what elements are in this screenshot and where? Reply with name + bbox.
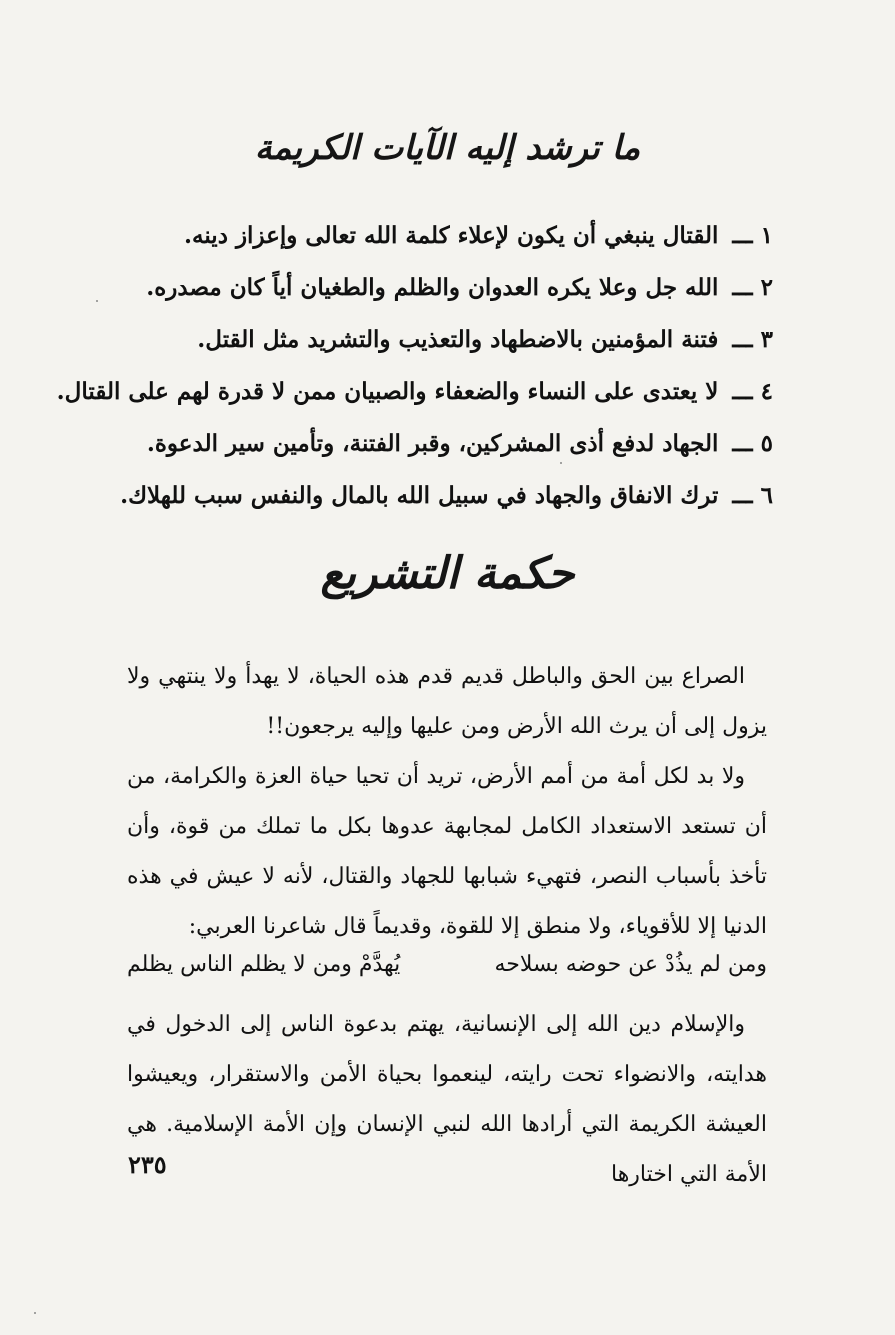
verse-second-half: يُهدَّمْ ومن لا يظلم الناس يظلم (127, 952, 401, 977)
list-item-text: القتال ينبغي أن يكون لإعلاء كلمة الله تعالى وإعزاز دينه. (184, 222, 719, 249)
list-item (133, 420, 773, 472)
list-item-number: ٣ ـــ (732, 326, 773, 353)
verses-lessons-list (56, 212, 773, 524)
paper-speck (96, 300, 98, 302)
paragraph-islam: والإسلام دين الله إلى الإنسانية، يهتم بدعوة الناس إلى الدخول في هدايته، والانضواء تحت رايته، لينعموا بحياة الأمن والاستقرار، ويعيشوا العيشة الكريمة التي أرادها الله لنبي الإنسان وإن الأمة الإسلامية. هي الأمة التي اختارها (127, 1012, 767, 1187)
list-item-number: ١ ـــ (732, 222, 773, 249)
page-number: ٢٣٥ (128, 1150, 167, 1179)
poetry-verse (127, 940, 767, 990)
list-item-text: فتنة المؤمنين بالاضطهاد والتعذيب والتشريد مثل القتل. (197, 326, 719, 353)
list-item-number: ٦ ـــ (732, 482, 773, 509)
list-item (133, 264, 773, 316)
list-item-text: الجهاد لدفع أذى المشركين، وقبر الفتنة، وتأمين سير الدعوة. (146, 430, 719, 457)
list-item (133, 212, 773, 264)
section-heading-wisdom: حكمة التشريع (320, 548, 575, 599)
list-item-text: لا يعتدى على النساء والضعفاء والصبيان ممن لا قدرة لهم على القتال. (56, 378, 719, 405)
list-item-number: ٢ ـــ (732, 274, 773, 301)
paper-speck (560, 462, 562, 464)
list-item (120, 472, 773, 524)
list-item (56, 368, 773, 420)
list-item-number: ٥ ـــ (732, 430, 773, 457)
list-item (133, 316, 773, 368)
section-heading-verses-guide: ما ترشد إليه الآيات الكريمة (254, 128, 641, 168)
list-item-text: الله جل وعلا يكره العدوان والظلم والطغيان أياً كان مصدره. (146, 274, 719, 301)
paragraph-preparation: ولا بد لكل أمة من أمم الأرض، تريد أن تحيا حياة العزة والكرامة، من أن تستعد الاستعداد الكامل لمجابهة عدوها بكل ما تملك من قوة، وأن تأخذ بأسباب النصر، فتهيء شبابها للجهاد والقتال، لأنه لا عيش في هذه الدنيا إلا للأقوياء، ولا منطق إلا للقوة، وقديماً قال شاعرنا العربي: (127, 764, 767, 939)
paper-speck (34, 1312, 36, 1314)
verse-first-half: ومن لم يذُدْ عن حوضه بسلاحه (494, 952, 767, 977)
paragraph-struggle: الصراع بين الحق والباطل قديم قدم هذه الحياة، لا يهدأ ولا ينتهي ولا يزول إلى أن يرث الله الأرض ومن عليها وإليه يرجعون!! (127, 664, 767, 739)
list-item-number: ٤ ـــ (732, 378, 773, 405)
list-item-text: ترك الانفاق والجهاد في سبيل الله بالمال والنفس سبب للهلاك. (120, 482, 719, 509)
